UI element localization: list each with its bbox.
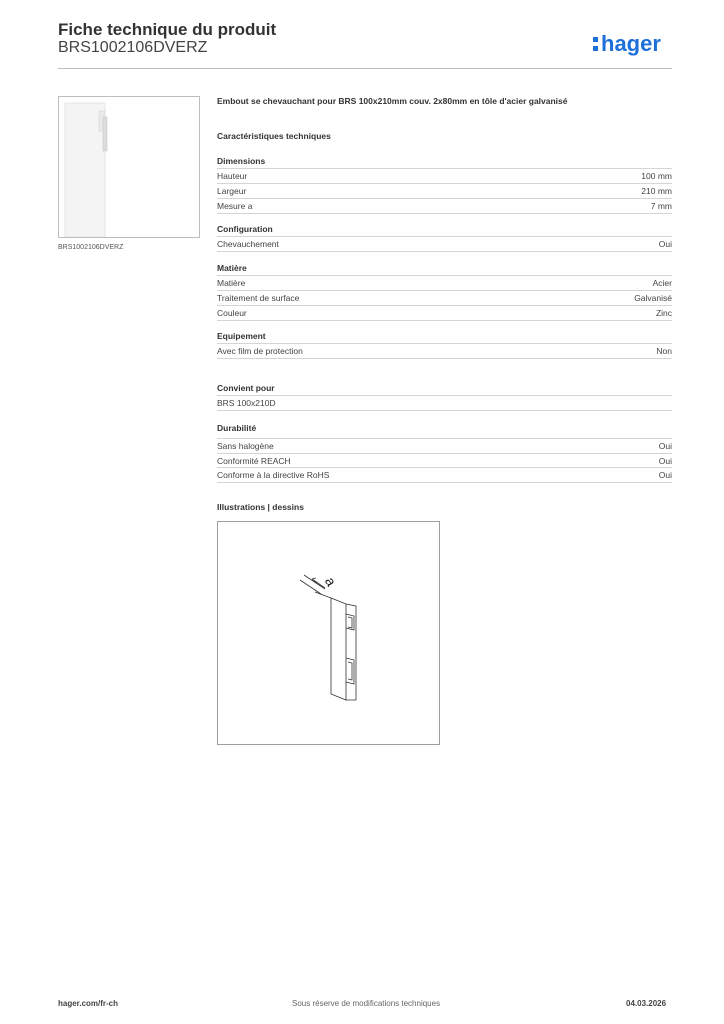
- section-title-configuration: Configuration: [217, 224, 273, 234]
- spec-row: Mesure a 7 mm: [217, 198, 672, 214]
- section-title-dimensions: Dimensions: [217, 156, 266, 166]
- spec-row: Traitement de surface Galvanisé: [217, 290, 672, 305]
- spec-row: Largeur 210 mm: [217, 183, 672, 198]
- tech-characteristics-heading: Caractéristiques techniques: [217, 131, 331, 141]
- spec-row: Couleur Zinc: [217, 305, 672, 321]
- spec-row: Avec film de protection Non: [217, 343, 672, 359]
- product-image: [58, 96, 200, 238]
- dimension-a-label: a: [321, 574, 340, 589]
- section-title-equipement: Equipement: [217, 331, 266, 341]
- spec-row: Conformité REACH Oui: [217, 453, 672, 468]
- spec-row: Conforme à la directive RoHS Oui: [217, 467, 672, 483]
- footer-date: 04.03.2026: [626, 999, 667, 1008]
- logo-text: hager: [601, 31, 661, 56]
- page-title: Fiche technique du produit: [58, 20, 277, 39]
- spec-row: Chevauchement Oui: [217, 236, 672, 252]
- section-title-durabilite: Durabilité: [217, 423, 257, 433]
- spec-row: Hauteur 100 mm: [217, 168, 672, 183]
- product-code: BRS1002106DVERZ: [58, 39, 208, 56]
- product-description: Embout se chevauchant pour BRS 100x210mm couv. 2x80mm en tôle d'acier galvanisé: [217, 96, 568, 106]
- section-title-matiere: Matière: [217, 263, 247, 273]
- spec-row: Matière Acier: [217, 275, 672, 290]
- footer-website[interactable]: hager.com/fr-ch: [58, 999, 119, 1008]
- spec-row: BRS 100x210D: [217, 395, 672, 411]
- hager-logo: [592, 28, 672, 58]
- section-title-convient: Convient pour: [217, 383, 275, 393]
- spec-row: Sans halogène Oui: [217, 438, 672, 453]
- technical-drawing: [217, 521, 440, 745]
- footer-disclaimer: Sous réserve de modifications techniques: [292, 999, 441, 1008]
- illustrations-heading: Illustrations | dessins: [217, 502, 304, 512]
- product-image-caption: BRS1002106DVERZ: [58, 244, 124, 251]
- header-divider: [58, 68, 672, 69]
